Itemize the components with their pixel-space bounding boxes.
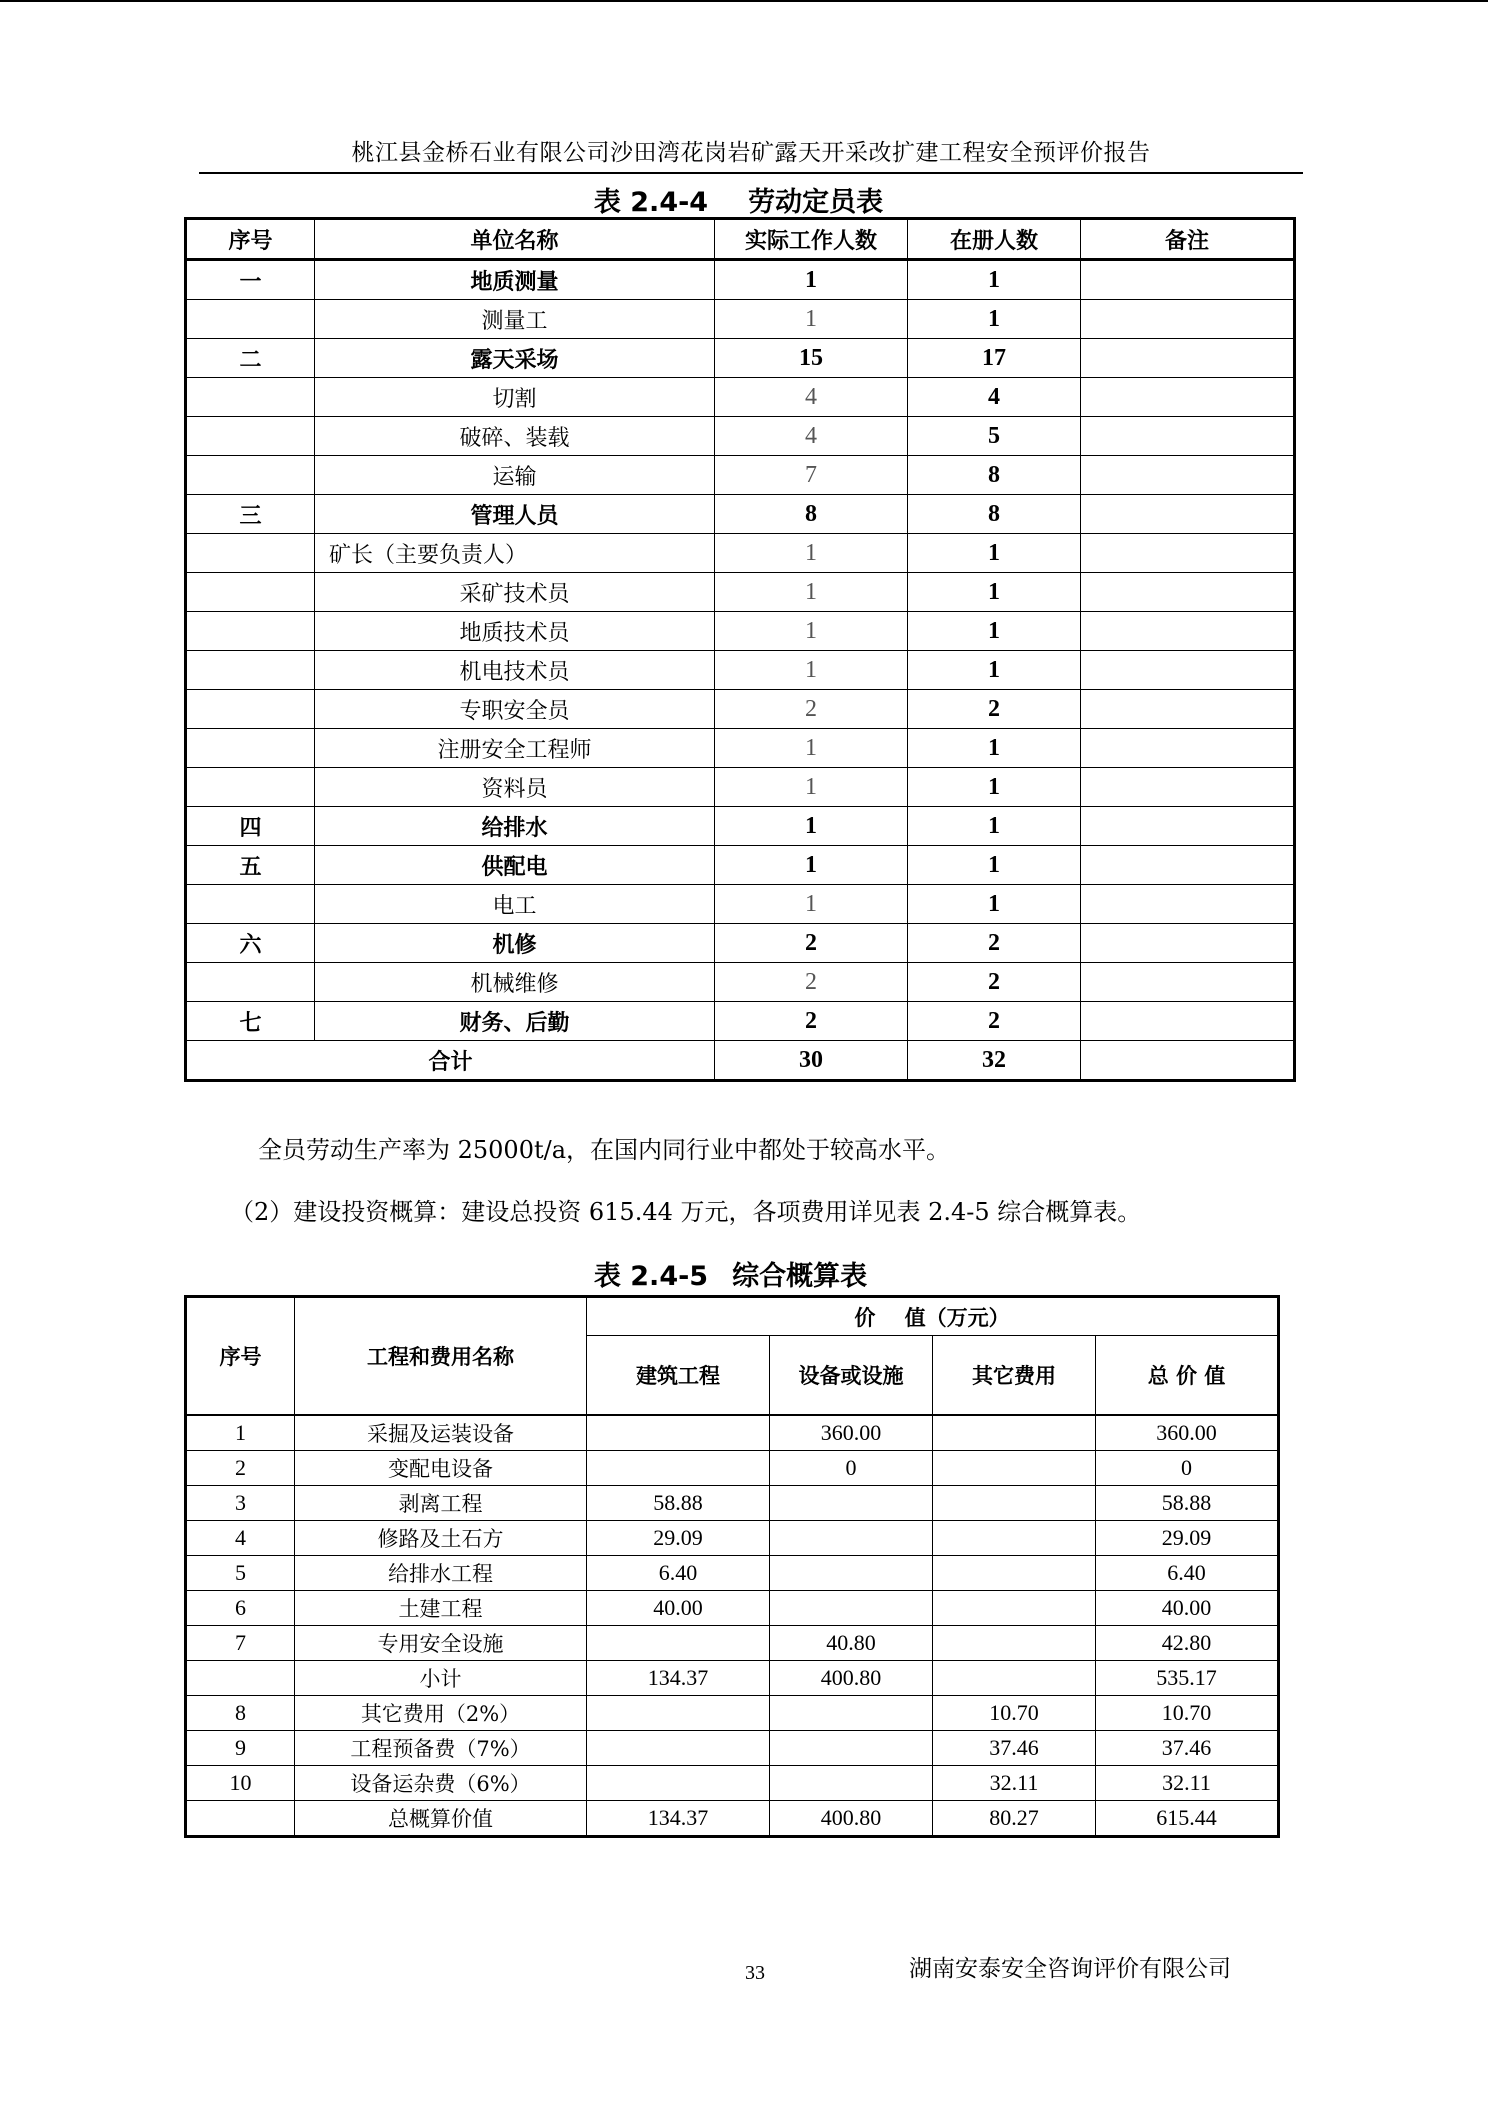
cell-registered: 1 — [908, 846, 1081, 885]
cell-other — [933, 1661, 1096, 1696]
table-row — [186, 1451, 1279, 1486]
cell-other — [933, 1415, 1096, 1451]
cell-total: 29.09 — [1096, 1521, 1279, 1556]
cell-note — [1081, 378, 1295, 417]
cell-actual: 2 — [715, 1002, 908, 1041]
staffing-table — [184, 217, 1296, 1082]
table-row — [186, 417, 1295, 456]
cell-no: 七 — [186, 1002, 315, 1041]
page-top-border — [0, 0, 1488, 2]
cell-build — [587, 1415, 770, 1451]
cell-no — [186, 300, 315, 339]
cell-build — [587, 1626, 770, 1661]
cell-equipment — [770, 1731, 933, 1766]
table-row — [186, 378, 1295, 417]
table-row — [186, 1731, 1279, 1766]
cell-item-name: 变配电设备 — [295, 1451, 587, 1486]
cell-no: 1 — [186, 1415, 295, 1451]
cell-no — [186, 456, 315, 495]
footer-company: 湖南安泰安全咨询评价有限公司 — [909, 1956, 1231, 1982]
cell-total-label: 合计 — [186, 1041, 715, 1081]
cell-actual: 1 — [715, 885, 908, 924]
cell-note — [1081, 260, 1295, 300]
cell-no: 4 — [186, 1521, 295, 1556]
cell-note — [1081, 768, 1295, 807]
cell-actual: 1 — [715, 768, 908, 807]
column-header: 序号 — [186, 219, 315, 260]
cell-actual: 1 — [715, 260, 908, 300]
column-header: 单位名称 — [315, 219, 715, 260]
cell-other: 10.70 — [933, 1696, 1096, 1731]
cell-no — [186, 378, 315, 417]
cell-note — [1081, 885, 1295, 924]
cell-actual: 1 — [715, 612, 908, 651]
table2-caption — [184, 1254, 1277, 1293]
cell-no: 7 — [186, 1626, 295, 1661]
cell-unit-name: 机修 — [315, 924, 715, 963]
table-row — [186, 300, 1295, 339]
table-row — [186, 651, 1295, 690]
table-row — [186, 1556, 1279, 1591]
table-row — [186, 339, 1295, 378]
table-row — [186, 963, 1295, 1002]
cell-no — [186, 573, 315, 612]
table-row — [186, 729, 1295, 768]
cell-build: 134.37 — [587, 1801, 770, 1837]
cell-no — [186, 1801, 295, 1837]
cell-no: 六 — [186, 924, 315, 963]
cell-no — [186, 1661, 295, 1696]
cell-actual: 1 — [715, 846, 908, 885]
cell-actual: 1 — [715, 807, 908, 846]
cell-item-name: 总概算价值 — [295, 1801, 587, 1837]
table-header-row — [186, 219, 1295, 260]
cell-no: 一 — [186, 260, 315, 300]
cell-total: 6.40 — [1096, 1556, 1279, 1591]
table-row — [186, 1801, 1279, 1837]
cell-build — [587, 1451, 770, 1486]
cell-actual: 2 — [715, 690, 908, 729]
cell-registered: 2 — [908, 690, 1081, 729]
cell-unit-name: 机械维修 — [315, 963, 715, 1002]
table-row — [186, 1521, 1279, 1556]
cell-registered: 1 — [908, 729, 1081, 768]
cell-equipment — [770, 1591, 933, 1626]
cell-unit-name: 电工 — [315, 885, 715, 924]
table1-caption — [184, 180, 1293, 219]
cell-equipment: 400.80 — [770, 1801, 933, 1837]
table-row — [186, 612, 1295, 651]
cell-actual: 1 — [715, 573, 908, 612]
cell-actual: 8 — [715, 495, 908, 534]
cell-other — [933, 1451, 1096, 1486]
cell-build: 6.40 — [587, 1556, 770, 1591]
table-row — [186, 534, 1295, 573]
cell-unit-name: 专职安全员 — [315, 690, 715, 729]
cell-unit-name: 切割 — [315, 378, 715, 417]
cell-other: 32.11 — [933, 1766, 1096, 1801]
cell-build: 134.37 — [587, 1661, 770, 1696]
cell-unit-name: 地质测量 — [315, 260, 715, 300]
header-rule — [199, 172, 1303, 174]
cell-total: 32.11 — [1096, 1766, 1279, 1801]
column-header: 实际工作人数 — [715, 219, 908, 260]
cell-unit-name: 给排水 — [315, 807, 715, 846]
table-row — [186, 260, 1295, 300]
cell-equipment — [770, 1486, 933, 1521]
cell-no: 6 — [186, 1591, 295, 1626]
cell-note — [1081, 612, 1295, 651]
cell-other — [933, 1486, 1096, 1521]
cell-build: 40.00 — [587, 1591, 770, 1626]
running-header: 桃江县金桥石业有限公司沙田湾花岗岩矿露天开采改扩建工程安全预评价报告 — [351, 140, 1151, 166]
column-header: 在册人数 — [908, 219, 1081, 260]
cell-build: 58.88 — [587, 1486, 770, 1521]
cell-actual: 2 — [715, 963, 908, 1002]
cell-total-registered: 32 — [908, 1041, 1081, 1081]
cell-actual: 1 — [715, 651, 908, 690]
cell-no: 2 — [186, 1451, 295, 1486]
cell-item-name: 其它费用（2%） — [295, 1696, 587, 1731]
cell-unit-name: 资料员 — [315, 768, 715, 807]
cell-note — [1081, 534, 1295, 573]
cell-registered: 1 — [908, 807, 1081, 846]
cell-no: 五 — [186, 846, 315, 885]
cell-actual: 15 — [715, 339, 908, 378]
cell-registered: 8 — [908, 456, 1081, 495]
column-header-no: 序号 — [186, 1297, 295, 1416]
cell-equipment — [770, 1696, 933, 1731]
cell-no — [186, 885, 315, 924]
page-number: 33 — [745, 1962, 765, 1984]
cell-equipment: 400.80 — [770, 1661, 933, 1696]
cell-unit-name: 测量工 — [315, 300, 715, 339]
cell-other — [933, 1556, 1096, 1591]
cell-no — [186, 729, 315, 768]
cell-unit-name: 注册安全工程师 — [315, 729, 715, 768]
cell-equipment: 40.80 — [770, 1626, 933, 1661]
table-row — [186, 1591, 1279, 1626]
cell-actual: 1 — [715, 729, 908, 768]
cell-note — [1081, 690, 1295, 729]
cell-note — [1081, 417, 1295, 456]
cell-note — [1081, 924, 1295, 963]
cell-no — [186, 690, 315, 729]
cell-equipment — [770, 1766, 933, 1801]
column-group-header-value: 价 值（万元） — [587, 1297, 1279, 1336]
cell-actual: 1 — [715, 300, 908, 339]
cell-actual: 4 — [715, 378, 908, 417]
cell-unit-name: 矿长（主要负责人） — [315, 534, 715, 573]
column-header-total: 总 价 值 — [1096, 1336, 1279, 1416]
cell-note — [1081, 846, 1295, 885]
cell-total: 42.80 — [1096, 1626, 1279, 1661]
cell-registered: 1 — [908, 651, 1081, 690]
table-row — [186, 495, 1295, 534]
cell-note — [1081, 339, 1295, 378]
table-row — [186, 924, 1295, 963]
cell-equipment — [770, 1521, 933, 1556]
cell-unit-name: 财务、后勤 — [315, 1002, 715, 1041]
column-header-build: 建筑工程 — [587, 1336, 770, 1416]
cell-registered: 8 — [908, 495, 1081, 534]
cell-no: 10 — [186, 1766, 295, 1801]
cell-unit-name: 供配电 — [315, 846, 715, 885]
paragraph-investment: （2）建设投资概算：建设总投资 615.44 万元，各项费用详见表 2.4-5 综合概算表。 — [230, 1198, 1142, 1226]
column-header: 备注 — [1081, 219, 1295, 260]
budget-table — [184, 1295, 1280, 1838]
cell-other: 80.27 — [933, 1801, 1096, 1837]
cell-note — [1081, 651, 1295, 690]
cell-unit-name: 运输 — [315, 456, 715, 495]
paragraph-productivity: 全员劳动生产率为 25000t/a，在国内同行业中都处于较高水平。 — [258, 1136, 951, 1164]
cell-note — [1081, 807, 1295, 846]
cell-registered: 1 — [908, 612, 1081, 651]
cell-total: 58.88 — [1096, 1486, 1279, 1521]
cell-unit-name: 破碎、装载 — [315, 417, 715, 456]
cell-no — [186, 651, 315, 690]
cell-no: 3 — [186, 1486, 295, 1521]
table2-caption-number: 表 2.4-5 — [593, 1261, 709, 1292]
cell-no: 8 — [186, 1696, 295, 1731]
cell-registered: 2 — [908, 963, 1081, 1002]
cell-item-name: 小计 — [295, 1661, 587, 1696]
cell-build — [587, 1696, 770, 1731]
cell-item-name: 给排水工程 — [295, 1556, 587, 1591]
table-row — [186, 807, 1295, 846]
table2-caption-title: 综合概算表 — [732, 1261, 868, 1292]
cell-item-name: 工程预备费（7%） — [295, 1731, 587, 1766]
cell-unit-name: 采矿技术员 — [315, 573, 715, 612]
cell-note — [1081, 1002, 1295, 1041]
cell-no: 9 — [186, 1731, 295, 1766]
cell-note — [1081, 963, 1295, 1002]
cell-unit-name: 露天采场 — [315, 339, 715, 378]
cell-unit-name: 地质技术员 — [315, 612, 715, 651]
table-total-row — [186, 1041, 1295, 1081]
cell-build — [587, 1766, 770, 1801]
cell-note — [1081, 300, 1295, 339]
table1-caption-number: 表 2.4-4 — [593, 187, 709, 218]
cell-unit-name: 管理人员 — [315, 495, 715, 534]
table-row — [186, 1002, 1295, 1041]
cell-other — [933, 1521, 1096, 1556]
cell-item-name: 采掘及运装设备 — [295, 1415, 587, 1451]
table-row — [186, 885, 1295, 924]
cell-registered: 1 — [908, 885, 1081, 924]
column-header-other: 其它费用 — [933, 1336, 1096, 1416]
cell-total: 37.46 — [1096, 1731, 1279, 1766]
cell-other — [933, 1626, 1096, 1661]
cell-no: 四 — [186, 807, 315, 846]
cell-equipment: 360.00 — [770, 1415, 933, 1451]
table-row — [186, 1696, 1279, 1731]
cell-total-note — [1081, 1041, 1295, 1081]
cell-build: 29.09 — [587, 1521, 770, 1556]
cell-other: 37.46 — [933, 1731, 1096, 1766]
cell-note — [1081, 573, 1295, 612]
cell-no: 二 — [186, 339, 315, 378]
cell-item-name: 土建工程 — [295, 1591, 587, 1626]
table-row — [186, 690, 1295, 729]
cell-actual: 2 — [715, 924, 908, 963]
cell-note — [1081, 456, 1295, 495]
cell-no: 5 — [186, 1556, 295, 1591]
table-row — [186, 768, 1295, 807]
cell-unit-name: 机电技术员 — [315, 651, 715, 690]
cell-registered: 4 — [908, 378, 1081, 417]
cell-actual: 7 — [715, 456, 908, 495]
cell-item-name: 设备运杂费（6%） — [295, 1766, 587, 1801]
cell-item-name: 剥离工程 — [295, 1486, 587, 1521]
cell-no: 三 — [186, 495, 315, 534]
cell-item-name: 专用安全设施 — [295, 1626, 587, 1661]
table-row — [186, 1415, 1279, 1451]
cell-registered: 1 — [908, 573, 1081, 612]
cell-registered: 1 — [908, 534, 1081, 573]
cell-total: 40.00 — [1096, 1591, 1279, 1626]
cell-registered: 1 — [908, 260, 1081, 300]
cell-build — [587, 1731, 770, 1766]
cell-no — [186, 534, 315, 573]
cell-total: 360.00 — [1096, 1415, 1279, 1451]
cell-registered: 1 — [908, 300, 1081, 339]
table-row — [186, 1766, 1279, 1801]
table-header-row — [186, 1297, 1279, 1336]
cell-actual: 4 — [715, 417, 908, 456]
table-row — [186, 573, 1295, 612]
cell-equipment: 0 — [770, 1451, 933, 1486]
cell-registered: 2 — [908, 1002, 1081, 1041]
table-row — [186, 1486, 1279, 1521]
cell-registered: 2 — [908, 924, 1081, 963]
cell-no — [186, 768, 315, 807]
cell-total: 10.70 — [1096, 1696, 1279, 1731]
cell-total: 535.17 — [1096, 1661, 1279, 1696]
cell-total: 0 — [1096, 1451, 1279, 1486]
column-header-name: 工程和费用名称 — [295, 1297, 587, 1416]
cell-registered: 5 — [908, 417, 1081, 456]
cell-actual: 1 — [715, 534, 908, 573]
table-row — [186, 1626, 1279, 1661]
cell-item-name: 修路及土石方 — [295, 1521, 587, 1556]
cell-equipment — [770, 1556, 933, 1591]
table-row — [186, 1661, 1279, 1696]
cell-registered: 17 — [908, 339, 1081, 378]
cell-no — [186, 417, 315, 456]
cell-note — [1081, 729, 1295, 768]
cell-total-actual: 30 — [715, 1041, 908, 1081]
cell-total: 615.44 — [1096, 1801, 1279, 1837]
column-header-equipment: 设备或设施 — [770, 1336, 933, 1416]
cell-registered: 1 — [908, 768, 1081, 807]
table1-caption-title: 劳动定员表 — [748, 187, 884, 218]
cell-no — [186, 963, 315, 1002]
table-row — [186, 846, 1295, 885]
cell-other — [933, 1591, 1096, 1626]
cell-no — [186, 612, 315, 651]
cell-note — [1081, 495, 1295, 534]
table-row — [186, 456, 1295, 495]
